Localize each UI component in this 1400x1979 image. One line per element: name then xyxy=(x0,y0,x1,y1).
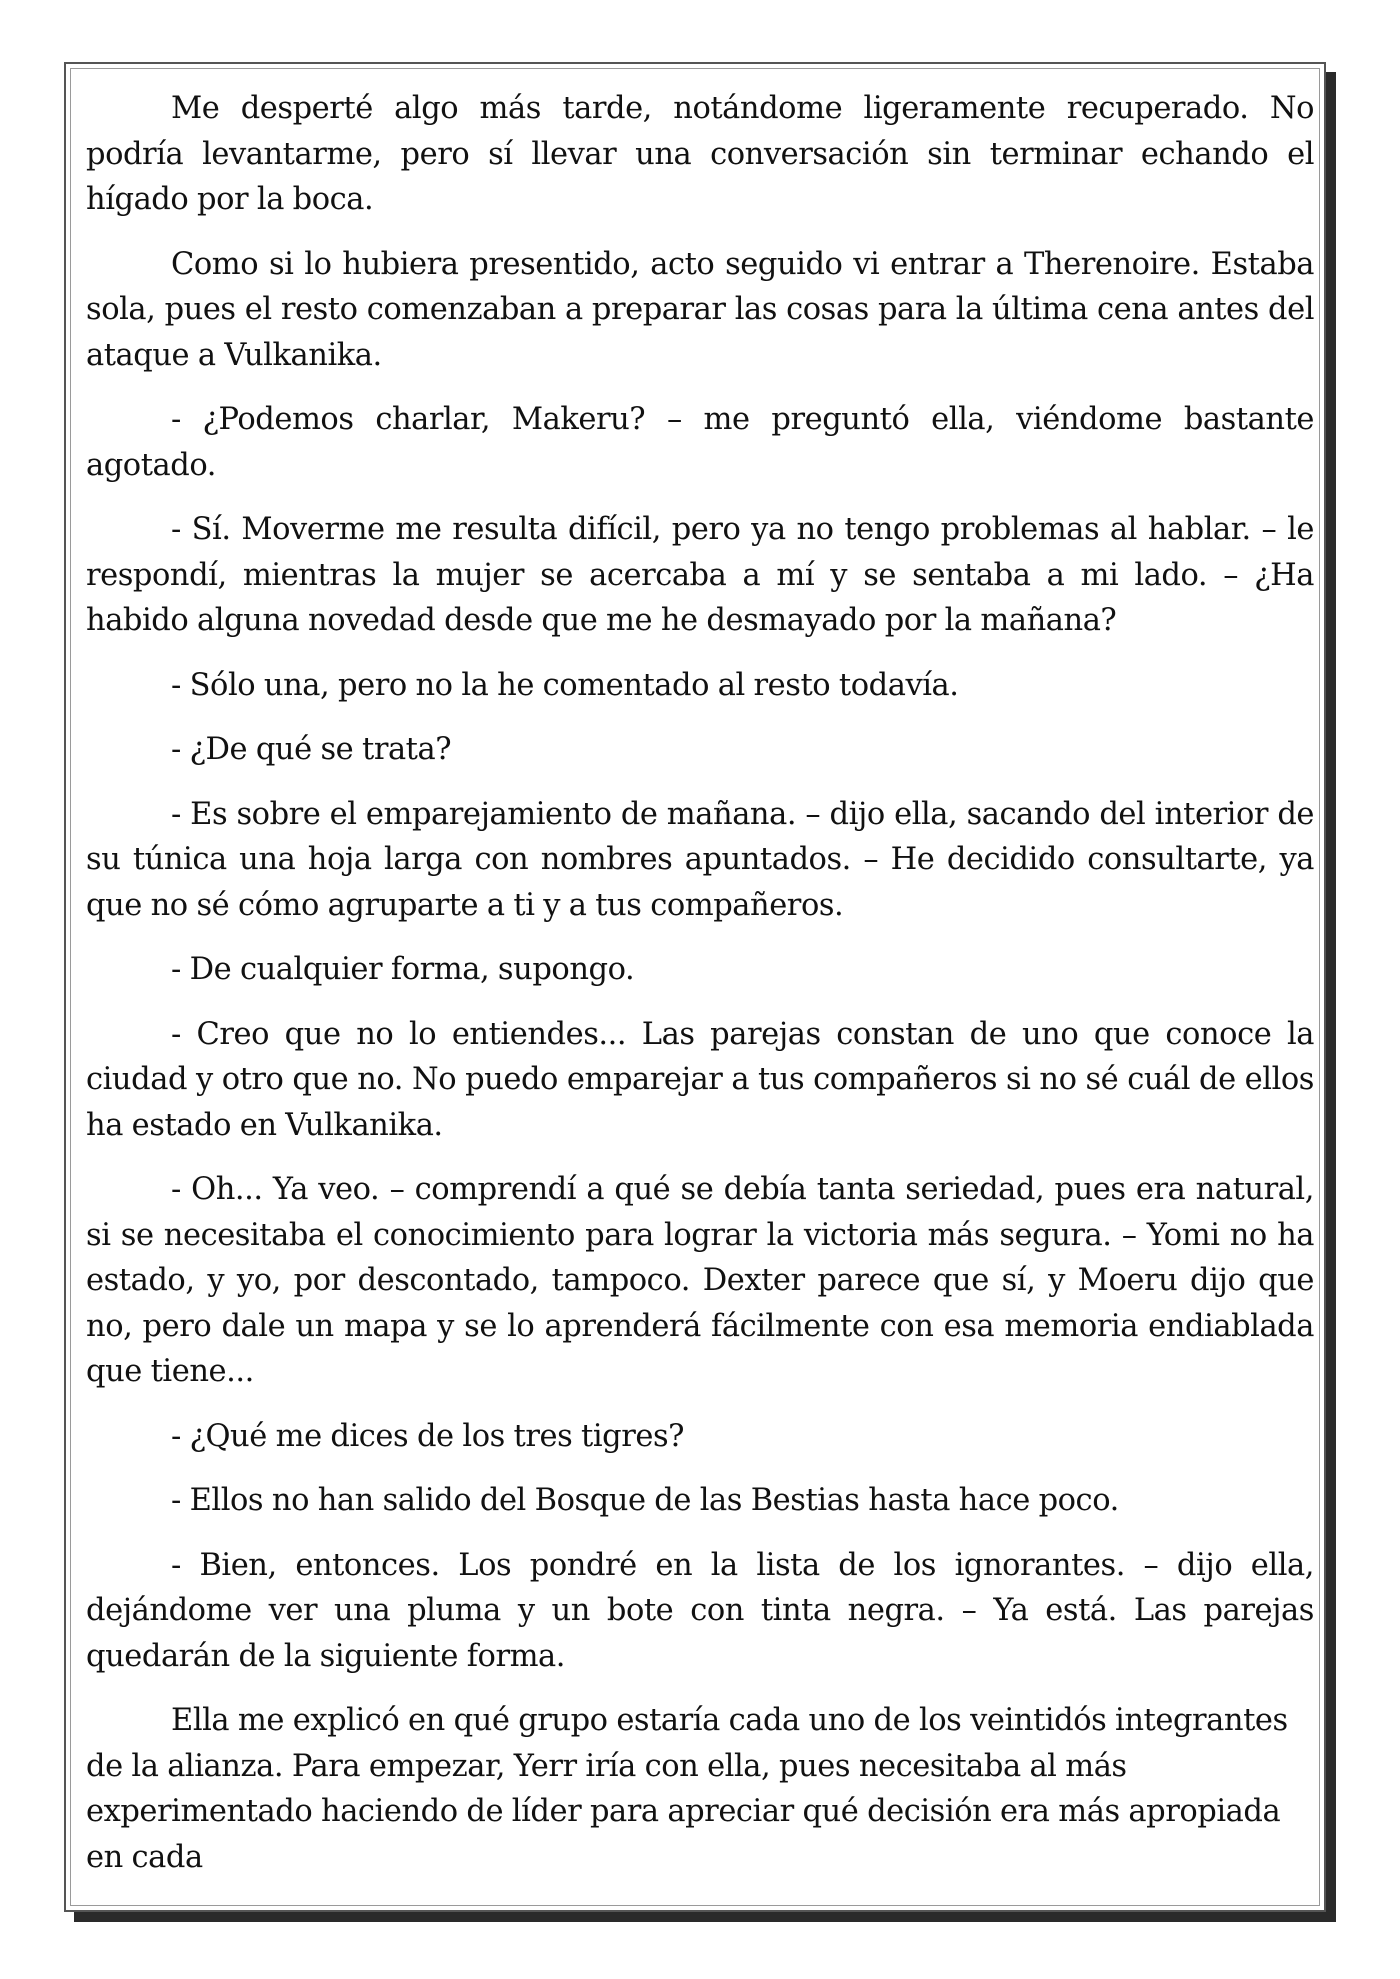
paragraph: - ¿De qué se trata? xyxy=(171,732,452,767)
paragraph: - Es sobre el emparejamiento de mañana. – dijo ella, sacando del interior de su túnica una hoja larga con nombres apuntados. – He decidido consultarte, ya que no sé cómo agruparte a ti y a tus compañeros. xyxy=(86,796,1314,923)
paragraph: - Ellos no han salido del Bosque de las Bestias hasta hace poco. xyxy=(171,1483,1119,1518)
paragraph: - Sí. Moverme me resulta difícil, pero ya no tengo problemas al hablar. – le respondí, mientras la mujer se acercaba a mí y se sentaba a mi lado. – ¿Ha habido alguna novedad desde que me he desmayado por la mañana? xyxy=(86,512,1314,638)
paragraph: - Creo que no lo entiendes... Las parejas constan de uno que conoce la ciudad y otro que no. No puedo emparejar a tus compañeros si no sé cuál de ellos ha estado en Vulkanika. xyxy=(86,1016,1314,1143)
text-body xyxy=(86,86,1314,1899)
paragraph: - ¿Qué me dices de los tres tigres? xyxy=(171,1418,685,1454)
paragraph: - ¿Podemos charlar, Makeru? – me preguntó ella, viéndome bastante agotado. xyxy=(86,402,1314,483)
page-frame xyxy=(64,62,1326,1912)
paragraph: - Bien, entonces. Los pondré en la lista de los ignorantes. – dijo ella, dejándome ver una pluma y un bote con tinta negra. – Ya está. Las parejas quedarán de la siguiente forma. xyxy=(86,1547,1314,1674)
paragraph: Me desperté algo más tarde, notándome ligeramente recuperado. No podría levantarme, pero sí llevar una conversación sin terminar echando el hígado por la boca. xyxy=(86,91,1314,217)
paragraph: - Oh... Ya veo. – comprendí a qué se debía tanta seriedad, pues era natural, si se necesitaba el conocimiento para lograr la victoria más segura. – Yomi no ha estado, y yo, por descontado, tampoco. Dexter parece que sí, y Moeru dijo que no, pero dale un mapa y se lo aprenderá fácilmente con esa memoria endiablada que tiene... xyxy=(86,1172,1314,1389)
paragraph: Como si lo hubiera presentido, acto seguido vi entrar a Therenoire. Estaba sola, pues el resto comenzaban a preparar las cosas para la última cena antes del ataque a Vulkanika. xyxy=(86,246,1314,373)
paragraph: Ella me explicó en qué grupo estaría cada uno de los veintidós integrantes de la alianza. Para empezar, Yerr iría con ella, pues necesitaba al más experimentado haciendo de líder para apreciar qué decisión era más apropiada en cada xyxy=(86,1703,1288,1875)
paragraph: - Sólo una, pero no la he comentado al resto todavía. xyxy=(171,667,959,703)
paragraph: - De cualquier forma, supongo. xyxy=(171,952,635,987)
